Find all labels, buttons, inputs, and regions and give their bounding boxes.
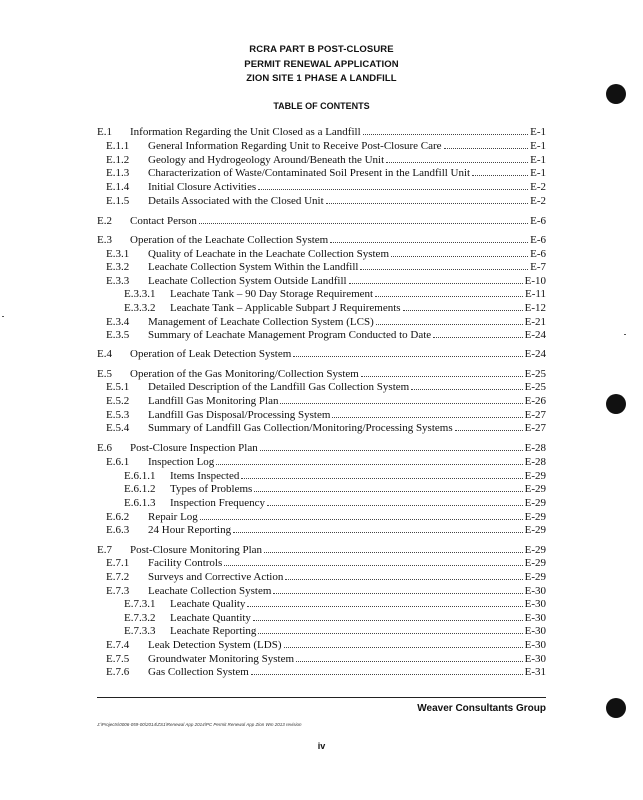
toc-entry-number: E.1.3: [106, 167, 130, 179]
toc-entry-page: E-1: [530, 126, 546, 138]
toc-leader-dots: [433, 328, 523, 338]
toc-entry[interactable]: [0, 638, 643, 652]
toc-entry-number: E.6.1: [106, 456, 130, 468]
toc-entry-title: Post-Closure Inspection Plan: [130, 442, 258, 454]
toc-entry-page: E-27: [524, 409, 546, 421]
toc-entry[interactable]: [0, 408, 643, 422]
toc-entry-number: E.7.1: [106, 557, 130, 569]
toc-leader-dots: [200, 510, 523, 520]
doc-header-line1: RCRA PART B POST-CLOSURE: [249, 44, 394, 55]
toc-entry-number: E.6.1.3: [124, 497, 156, 509]
toc-leader-dots: [361, 367, 523, 377]
toc-leader-dots: [273, 584, 523, 594]
toc-entry[interactable]: [0, 421, 643, 435]
toc-entry-page: E-11: [525, 288, 546, 300]
toc-leader-dots: [375, 287, 523, 297]
toc-entry-number: E.1.1: [106, 140, 130, 152]
toc-entry-page: E-6: [530, 234, 546, 246]
toc-entry-title: Leachate Tank – Applicable Subpart J Requirements: [170, 302, 401, 314]
toc-entry[interactable]: [0, 652, 643, 666]
toc-entry-title: Leachate Quality: [170, 598, 246, 610]
toc-entry-title: Leachate Tank – 90 Day Storage Requirement: [170, 288, 374, 300]
footer-rule: [97, 697, 546, 698]
toc-entry-number: E.3.5: [106, 329, 130, 341]
toc-leader-dots: [284, 638, 524, 648]
toc-entry-number: E.6.1.2: [124, 483, 156, 495]
toc-entry-title: Leachate Reporting: [170, 625, 257, 637]
toc-entry-title: Characterization of Waste/Contaminated Soil Present in the Landfill Unit: [148, 167, 471, 179]
toc-entry[interactable]: [0, 523, 643, 537]
toc-entry-title: Management of Leachate Collection System (LCS): [148, 316, 374, 328]
toc-entry-page: E-24: [524, 329, 546, 341]
toc-entry[interactable]: [0, 328, 643, 342]
toc-entry-number: E.1.2: [106, 154, 130, 166]
toc-entry[interactable]: [0, 180, 643, 194]
toc-entry[interactable]: [0, 597, 643, 611]
toc-entry-title: Surveys and Corrective Action: [148, 571, 284, 583]
toc-leader-dots: [376, 315, 523, 325]
toc-entry-page: E-30: [524, 598, 546, 610]
toc-entry-number: E.3.3: [106, 275, 130, 287]
toc-entry-page: E-28: [524, 456, 546, 468]
toc-entry[interactable]: [0, 556, 643, 570]
toc-leader-dots: [216, 455, 523, 465]
toc-entry-title: Operation of Leak Detection System: [130, 348, 292, 360]
toc-entry-number: E.1: [97, 126, 112, 138]
toc-leader-dots: [251, 665, 523, 675]
toc-entry-title: Leachate Collection System Outside Landfill: [148, 275, 347, 287]
toc-entry-title: Inspection Frequency: [170, 497, 265, 509]
toc-entry-page: E-21: [524, 316, 546, 328]
toc-entry-title: Operation of the Gas Monitoring/Collection System: [130, 368, 359, 380]
toc-leader-dots: [332, 408, 523, 418]
toc-leader-dots: [363, 125, 528, 135]
toc-entry[interactable]: [0, 469, 643, 483]
toc-entry-page: E-1: [530, 154, 546, 166]
toc-entry-number: E.5: [97, 368, 112, 380]
toc-entry-page: E-2: [530, 181, 546, 193]
toc-entry[interactable]: [0, 315, 643, 329]
toc-entry-page: E-29: [524, 544, 546, 556]
toc-leader-dots: [199, 214, 528, 224]
toc-entry-page: E-30: [524, 639, 546, 651]
toc-leader-dots: [403, 301, 523, 311]
toc-entry-title: Landfill Gas Disposal/Processing System: [148, 409, 331, 421]
toc-entry[interactable]: [0, 260, 643, 274]
toc-entry[interactable]: [0, 482, 643, 496]
toc-entry[interactable]: [0, 584, 643, 598]
toc-entry-page: E-30: [524, 585, 546, 597]
toc-leader-dots: [260, 441, 523, 451]
toc-entry-number: E.7.6: [106, 666, 130, 678]
toc-entry-number: E.3.2: [106, 261, 130, 273]
page-number: iv: [317, 741, 326, 751]
toc-leader-dots: [330, 233, 528, 243]
toc-leader-dots: [253, 611, 523, 621]
toc-entry-title: 24 Hour Reporting: [148, 524, 232, 536]
toc-leader-dots: [280, 394, 523, 404]
toc-entry-number: E.4: [97, 348, 112, 360]
toc-leader-dots: [224, 556, 523, 566]
toc-entry-title: Contact Person: [130, 215, 197, 227]
toc-entry-title: Details Associated with the Closed Unit: [148, 195, 324, 207]
toc-entry[interactable]: [0, 125, 643, 139]
toc-entry-number: E.7.3.1: [124, 598, 156, 610]
toc-entry-page: E-31: [524, 666, 546, 678]
toc-entry[interactable]: [0, 153, 643, 167]
toc-entry-title: Inspection Log: [148, 456, 215, 468]
toc-entry-number: E.3.4: [106, 316, 130, 328]
toc-entry-number: E.7.3: [106, 585, 130, 597]
toc-entry-page: E-1: [530, 140, 546, 152]
toc-leader-dots: [296, 652, 523, 662]
toc-entry-page: E-2: [530, 195, 546, 207]
toc-leader-dots: [349, 274, 523, 284]
toc-leader-dots: [326, 194, 528, 204]
toc-leader-dots: [444, 139, 528, 149]
toc-entry[interactable]: [0, 611, 643, 625]
toc-entry[interactable]: [0, 543, 643, 557]
toc-entry-number: E.7.3.3: [124, 625, 156, 637]
toc-entry-number: E.7.5: [106, 653, 130, 665]
toc-entry-title: Gas Collection System: [148, 666, 249, 678]
toc-entry-page: E-10: [524, 275, 546, 287]
toc-entry-page: E-30: [524, 625, 546, 637]
punch-hole-bottom: [606, 698, 626, 718]
toc-entry-title: Summary of Landfill Gas Collection/Monitoring/Processing Systems: [148, 422, 453, 434]
toc-entry-title: Initial Closure Activities: [148, 181, 257, 193]
toc-entry-title: Operation of the Leachate Collection System: [130, 234, 329, 246]
toc-entry-number: E.3.1: [106, 248, 130, 260]
toc-entry[interactable]: [0, 139, 643, 153]
toc-leader-dots: [472, 166, 528, 176]
toc-entry-title: Detailed Description of the Landfill Gas Collection System: [148, 381, 410, 393]
toc-entry-page: E-6: [530, 248, 546, 260]
toc-leader-dots: [264, 543, 523, 553]
toc-leader-dots: [360, 260, 528, 270]
toc-entry-title: Leachate Collection System: [148, 585, 272, 597]
toc-entry-page: E-25: [524, 368, 546, 380]
toc-entry-page: E-7: [530, 261, 546, 273]
toc-entry-page: E-29: [524, 524, 546, 536]
toc-leader-dots: [258, 180, 528, 190]
toc-entry[interactable]: [0, 287, 643, 301]
toc-entry[interactable]: [0, 166, 643, 180]
toc-entry-title: Information Regarding the Unit Closed as a Landfill: [130, 126, 361, 138]
toc-entry-number: E.5.4: [106, 422, 130, 434]
toc-entry-title: Items Inspected: [170, 470, 240, 482]
toc-entry-number: E.7: [97, 544, 112, 556]
toc-entry-number: E.3.3.1: [124, 288, 156, 300]
toc-entry-title: Summary of Leachate Management Program Conducted to Date: [148, 329, 432, 341]
toc-entry-page: E-24: [524, 348, 546, 360]
toc-entry-title: Leak Detection System (LDS): [148, 639, 282, 651]
toc-entry-title: General Information Regarding Unit to Receive Post-Closure Care: [148, 140, 442, 152]
toc-title: TABLE OF CONTENTS: [273, 101, 370, 111]
toc-entry-page: E-29: [524, 483, 546, 495]
toc-entry[interactable]: [0, 214, 643, 228]
toc-leader-dots: [391, 247, 528, 257]
toc-entry-page: E-27: [524, 422, 546, 434]
toc-entry-number: E.5.3: [106, 409, 130, 421]
toc-entry-page: E-30: [524, 653, 546, 665]
toc-entry-number: E.5.1: [106, 381, 130, 393]
toc-entry-number: E.5.2: [106, 395, 130, 407]
toc-entry-page: E-26: [524, 395, 546, 407]
toc-entry-number: E.6.3: [106, 524, 130, 536]
toc-entry[interactable]: [0, 347, 643, 361]
toc-entry-number: E.1.4: [106, 181, 130, 193]
toc-entry-title: Repair Log: [148, 511, 198, 523]
toc-entry[interactable]: [0, 510, 643, 524]
company-name: Weaver Consultants Group: [417, 703, 546, 714]
toc-entry[interactable]: [0, 624, 643, 638]
toc-entry-number: E.7.2: [106, 571, 130, 583]
toc-entry-title: Types of Problems: [170, 483, 253, 495]
toc-entry[interactable]: [0, 570, 643, 584]
toc-entry-page: E-29: [524, 470, 546, 482]
toc-entry-page: E-30: [524, 612, 546, 624]
doc-header-line2: PERMIT RENEWAL APPLICATION: [244, 59, 399, 70]
toc-entry-number: E.1.5: [106, 195, 130, 207]
toc-entry-page: E-28: [524, 442, 546, 454]
toc-entry-page: E-6: [530, 215, 546, 227]
toc-entry-number: E.2: [97, 215, 112, 227]
toc-entry-number: E.7.3.2: [124, 612, 156, 624]
toc-entry-title: Leachate Quantity: [170, 612, 251, 624]
toc-entry-title: Geology and Hydrogeology Around/Beneath the Unit: [148, 154, 385, 166]
toc-leader-dots: [254, 482, 523, 492]
toc-leader-dots: [386, 153, 528, 163]
toc-entry[interactable]: [0, 194, 643, 208]
toc-entry-number: E.3: [97, 234, 112, 246]
toc-entry[interactable]: [0, 233, 643, 247]
toc-leader-dots: [267, 496, 523, 506]
toc-entry[interactable]: [0, 394, 643, 408]
toc-entry[interactable]: [0, 665, 643, 679]
toc-entry-title: Groundwater Monitoring System: [148, 653, 295, 665]
toc-entry-page: E-29: [524, 511, 546, 523]
toc-leader-dots: [233, 523, 523, 533]
toc-entry-number: E.6: [97, 442, 112, 454]
toc-leader-dots: [247, 597, 523, 607]
toc-entry-title: Landfill Gas Monitoring Plan: [148, 395, 279, 407]
toc-entry[interactable]: [0, 455, 643, 469]
toc-leader-dots: [285, 570, 523, 580]
toc-leader-dots: [411, 380, 523, 390]
toc-entry[interactable]: [0, 274, 643, 288]
toc-entry-page: E-29: [524, 497, 546, 509]
toc-entry-title: Post-Closure Monitoring Plan: [130, 544, 263, 556]
toc-entry-number: E.6.2: [106, 511, 130, 523]
toc-entry-page: E-12: [524, 302, 546, 314]
toc-leader-dots: [258, 624, 523, 634]
toc-leader-dots: [241, 469, 523, 479]
toc-entry-number: E.3.3.2: [124, 302, 156, 314]
toc-entry-title: Leachate Collection System Within the Landfill: [148, 261, 359, 273]
doc-header-line3: ZION SITE 1 PHASE A LANDFILL: [246, 73, 397, 84]
file-path: J:\Projects\0006-059-00\2014\ZS1\Renewal App 2014\PC Permit Renewal App Zion Wm 2013 revision: [97, 722, 302, 727]
toc-entry[interactable]: [0, 247, 643, 261]
toc-entry-number: E.6.1.1: [124, 470, 156, 482]
toc-entry-page: E-29: [524, 571, 546, 583]
toc-entry-title: Facility Controls: [148, 557, 223, 569]
toc-entry-page: E-25: [524, 381, 546, 393]
toc-entry[interactable]: [0, 367, 643, 381]
toc-entry-number: E.7.4: [106, 639, 130, 651]
toc-entry[interactable]: [0, 380, 643, 394]
toc-entry[interactable]: [0, 441, 643, 455]
toc-entry-title: Quality of Leachate in the Leachate Collection System: [148, 248, 389, 260]
toc-entry[interactable]: [0, 496, 643, 510]
toc-entry-page: E-1: [530, 167, 546, 179]
toc-leader-dots: [455, 421, 523, 431]
toc-entry-page: E-29: [524, 557, 546, 569]
toc-leader-dots: [293, 347, 523, 357]
toc-entry[interactable]: [0, 301, 643, 315]
